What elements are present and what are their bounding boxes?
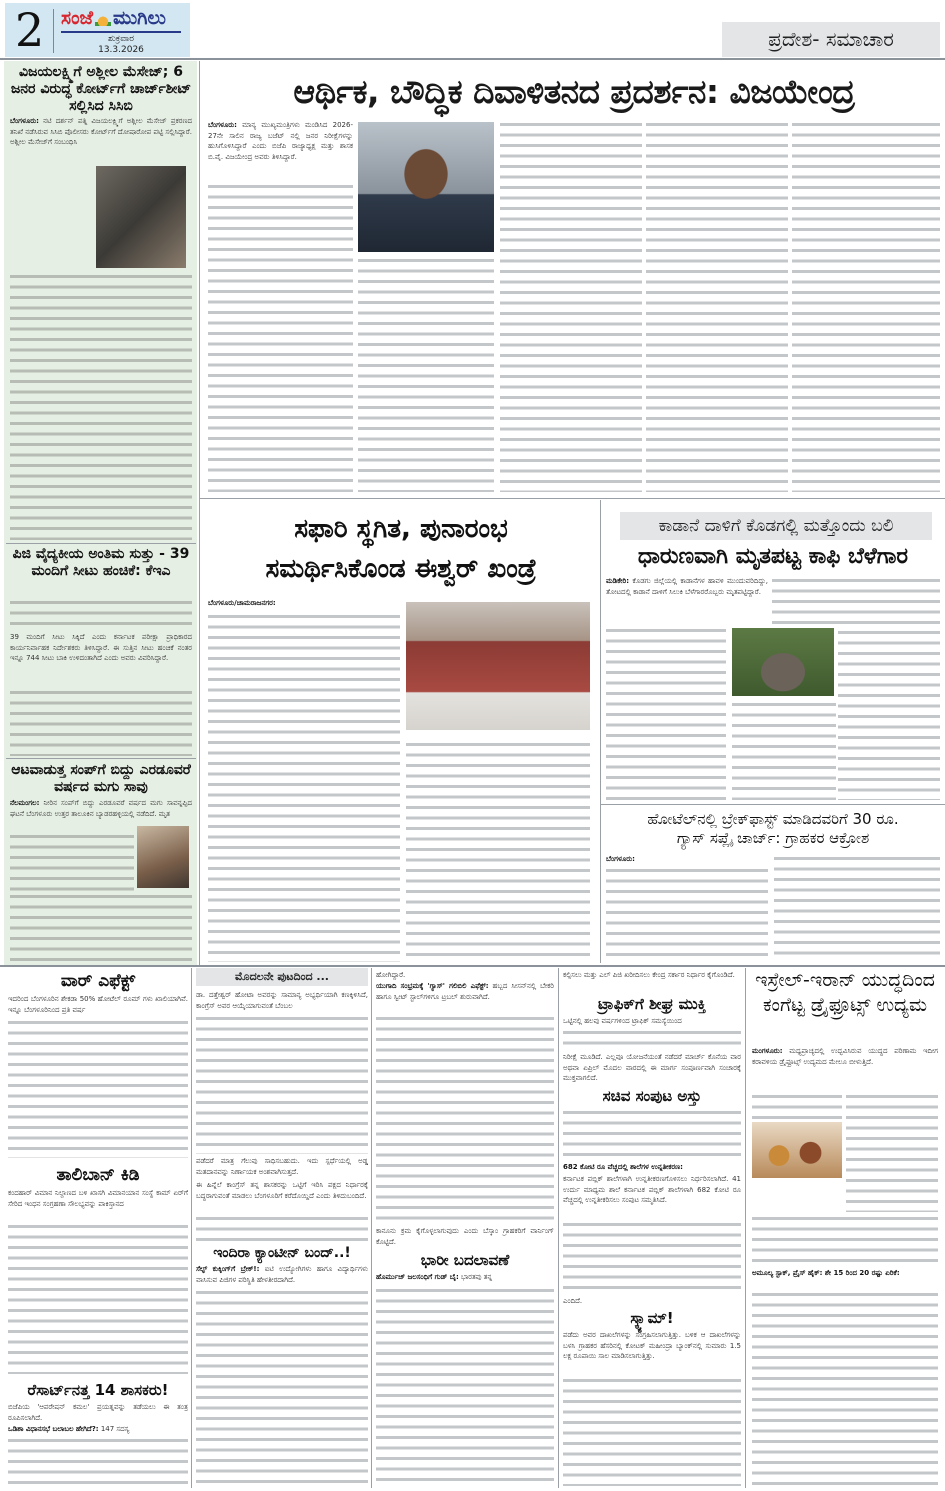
photo-vijayendra xyxy=(358,122,494,252)
scam-headline: ಸ್ಕ್ಯಾಮ್! xyxy=(630,1309,674,1327)
story-text-block xyxy=(10,892,192,962)
taliban-headline: ತಾಲಿಬಾನ್ ಕಿಡಿ xyxy=(56,1165,140,1185)
subhead: ಅಮೂಲ್ಯ ಸ್ಟಾಕ್, ಪ್ರೈಸ್ ಹೈಕ್: ಶೇ 15 ರಿಂದ 20 ರಷ್ಟು ಏರಿಕೆ: xyxy=(752,1269,900,1277)
divider xyxy=(200,498,945,499)
hotel-dateline xyxy=(606,854,768,864)
hotel-headline-line1: ಹೋಟೆಲ್‌ನಲ್ಲಿ ಬ್ರೇಕ್‌ಫಾಸ್ಟ್ ಮಾಡಿದವರಿಗೆ 30 ರೂ. xyxy=(647,810,899,828)
story-headline-child-death: ಆಟವಾಡುತ್ತ ಸಂಪ್‌ಗೆ ಬಿದ್ದು ಎರಡೂವರೆ ವರ್ಷದ ಮಗು ಸಾವು xyxy=(11,762,191,795)
story-text-block xyxy=(358,256,494,492)
dryfruits-subhead xyxy=(752,1268,938,1288)
page-number: 2 xyxy=(15,3,45,57)
issue-day: ಶುಕ್ರವಾರ xyxy=(108,34,134,44)
story-intro: ಮಧ್ಯಪ್ರಾಚ್ಯದಲ್ಲಿ ಉದ್ಭವಿಸಿರುವ ಯುದ್ಧದ ಪರಿಣಾಮ ಇದೀಗ ಕರಾವಳಿಯ ಡ್ರೈಫ್ರೂಟ್ಸ್ ಉದ್ಯಮದ ಮೇಲೂ ಬೀಳುತ್ತಿದೆ. xyxy=(752,1047,938,1066)
resort-headline: ರೆಸಾರ್ಟ್‌ನತ್ತ 14 ಶಾಸಕರು! xyxy=(27,1381,169,1399)
story-intro: ಭಾರತವು ತನ್ನ xyxy=(461,1273,493,1281)
story-text-block xyxy=(10,272,192,540)
photo-elephant xyxy=(732,628,834,696)
column-divider xyxy=(199,61,200,965)
subhead-text: 147 ಸದಸ್ಯ xyxy=(100,1425,130,1433)
divider xyxy=(601,804,945,805)
front-page-para3: ಈ ಹಿನ್ನೆಲೆ ಕಾಂಗ್ರೆಸ್ ತನ್ನ ಶಾಸಕರನ್ನು ಒಟ್ಟಿಗೆ ಇರಿಸಿ ಪಕ್ಷದ ನಿರ್ಧಾರಕ್ಕೆ ಬದ್ಧರಾಗುವಂತೆ ಮಾಡಲು ಬೆಂಗಳೂರಿಗೆ ಕರೆದೊಯ್ದಿದೆ ಎಂದು ತಿಳಿದುಬಂದಿದೆ. xyxy=(196,1181,368,1200)
dateline: ನೆಲಮಂಗಲ: xyxy=(10,799,40,807)
bhari-badalavane-headline: ಭಾರೀ ಬದಲಾವಣೆ xyxy=(420,1251,510,1269)
masthead-divider xyxy=(53,9,54,53)
story-intro: ನೀರಿನ ಸಂಪ್‌ಗೆ ಬಿದ್ದು ಎರಡೂವರೆ ವರ್ಷದ ಮಗು ಸಾವನ್ನಪ್ಪಿದ ಘಟನೆ ಬೆಂಗಳೂರು ಉತ್ತರ ತಾಲೂಕಿನ ಬ್ಯಾಡರಹಳ್ಳಿಯಲ್ಲಿ ನಡೆದಿದೆ. ಮೃತ xyxy=(10,799,192,818)
safari-headline-line1: ಸಫಾರಿ ಸ್ಥಗಿತ, ಪುನಾರಂಭ xyxy=(294,514,508,544)
cabinet-subhead xyxy=(563,1162,741,1172)
story-text-block xyxy=(752,1290,938,1486)
story-text-block xyxy=(376,1286,554,1486)
dateline: ಮಂಗಳೂರು: xyxy=(752,1047,783,1055)
story-intro: 39 ಮಂದಿಗೆ ಸೀಟು ಸಿಕ್ಕಿದೆ ಎಂದು ಕರ್ನಾಟಕ ಪರೀಕ್ಷಾ ಪ್ರಾಧಿಕಾರದ ಕಾರ್ಯನಿರ್ವಾಹಕ ನಿರ್ದೇಶಕರು ತಿಳಿಸಿದ್ದಾರೆ. ಈ ಸುತ್ತಿನ ಸೀಟು ಹಂಚಿಕೆ ನಂತರ ಇನ್ನೂ 744 ಸೀಟು ಬಾಕಿ ಉಳಿದಂತಾಗಿದೆ ಎಂದು ಅವರು ವಿವರಿಸಿದ್ದಾರೆ. xyxy=(10,633,192,662)
lead-story-intro xyxy=(208,120,353,180)
story-text-block xyxy=(10,688,192,756)
story-intro: ಹಬ್ಬದ ಸೀಸನ್‌ನಲ್ಲಿ ಬೇಕರಿ ಹಾಗೂ ಸ್ವೀಟ್ ಸ್ಟಾಲ್‌ಗಳಿಗೂ ಟ್ರಬಲ್ ಶುರುವಾಗಿದೆ. xyxy=(376,982,554,1001)
story-text-block xyxy=(606,866,768,962)
story-intro: ಮಾನ್ಯ ಮುಖ್ಯಮಂತ್ರಿಗಳು ಮಂಡಿಸಿದ 2026-27ನೇ ಸಾಲಿನ ರಾಜ್ಯ ಬಜೆಟ್ ನಲ್ಲಿ ಜನರ ನಿರೀಕ್ಷೆಗಳನ್ನು ಹುಸಿಗೊಳಿಸಿದ್ದಾರೆ ಎಂದು ಬಿಜೆಪಿ ರಾಜ್ಯಾಧ್ಯಕ್ಷ ಮತ್ತು ಶಾಸಕ ಬಿ.ವೈ. ವಿಜಯೇಂದ್ರ ಅವರು ತಿಳಿಸಿದ್ದಾರೆ. xyxy=(208,121,353,161)
story-text-block xyxy=(8,1018,188,1158)
story-text-block xyxy=(606,626,726,800)
lead-headline: ಆರ್ಥಿಕ, ಬೌದ್ಧಿಕ ದಿವಾಳಿತನದ ಪ್ರದರ್ಶನ: ವಿಜಯೇಂದ್ರ xyxy=(293,72,855,111)
traffic-headline: ಟ್ರಾಫಿಕ್‌ಗೆ ಶೀಘ್ರ ಮುಕ್ತಿ xyxy=(598,995,706,1013)
photo-child xyxy=(137,826,189,888)
story-text-block xyxy=(208,182,353,492)
traffic-end: ನಿರೀಕ್ಷೆ ಮೂಡಿದೆ. ಎಲ್ಲವೂ ಯೋಜನೆಯಂತೆ ನಡೆದರೆ ಮಾರ್ಚ್ ಕೊನೆಯ ವಾರ ಅಥವಾ ಏಪ್ರಿಲ್ ಮೊದಲ ವಾರದಲ್ಲಿ ಈ ಮಾರ್ಗ ಸಂಪೂರ್ಣವಾಗಿ ಸಂಚಾರಕ್ಕೆ ಮುಕ್ತವಾಗಲಿದೆ. xyxy=(563,1053,741,1082)
story-text-block xyxy=(752,1214,938,1266)
resort-intro: ಬಿಜೆಪಿಯ 'ಆಪರೇಷನ್ ಕಮಲ' ಪ್ರಯತ್ನವನ್ನು ತಡೆಯಲು ಈ ತಂತ್ರ ರೂಪಿಸಲಾಗಿದೆ. xyxy=(8,1403,188,1422)
gas-top-line: ಹೋಗಿದ್ದಾರೆ. xyxy=(376,971,406,979)
dateline: ಬೆಂಗಳೂರು: xyxy=(208,121,237,129)
story-intro: ನಟಿ ದರ್ಶನ್ ಪತ್ನಿ ವಿಜಯಲಕ್ಷ್ಮಿಗೆ ಅಶ್ಲೀಲ ಮೆಸೇಜ್ ಪ್ರಕರಣದ ತನಿಖೆ ನಡೆಸಿರುವ ಸಿಸಿಬಿ ಪೊಲೀಸರು ಕೋರ್ಟ್‌ಗೆ ದೋಷಾರೋಪ ಪಟ್ಟಿ ಸಲ್ಲಿಸಿದ್ದಾರೆ. ಅಶ್ಲೀಲ ಮೆಸೇಜ್‌ಗೆ ಸಂಬಂಧಿಸಿ xyxy=(10,117,192,146)
story-headline-pg-medical: ಪಿಜಿ ವೈದ್ಯಕೀಯ ಅಂತಿಮ ಸುತ್ತು - 39 ಮಂದಿಗೆ ಸೀಟು ಹಂಚಿಕೆ: ಕೆಇಎ xyxy=(12,546,190,579)
subhead: ಹೊರ್ಮುಜ್ ಜಲಸಂಧಿಗೆ ಗುಡ್ ಬೈ: xyxy=(376,1273,459,1281)
story-body-vijayalakshmi xyxy=(10,116,192,168)
story-intro: ಐಟಿ ಉದ್ಯೋಗಿಗಳು ಹಾಗೂ ವಿದ್ಯಾರ್ಥಿಗಳು ವಾಸಿಸುವ ಪಿಜಿಗಳ ಪರಿಸ್ಥಿತಿ ಹೇಳತೀರದಾಗಿದೆ. xyxy=(196,1265,368,1284)
story-text-block xyxy=(838,628,940,800)
story-intro: ಕಂದಹಾರ್ ವಿಮಾನ ನಿಲ್ದಾಣದ ಬಳಿ ಖಾಸಗಿ ವಿಮಾನಯಾನ ಸಂಸ್ಥೆ ಕಾಮ್ ಏರ್‌ಗೆ ಸೇರಿದ ಇಂಧನ ಸಂಗ್ರಹಣಾ ಸೌಲಭ್ಯವನ್ನು ಪಾಕಿಸ್ತಾನದ xyxy=(8,1189,188,1208)
story-headline-vijayalakshmi: ವಿಜಯಲಕ್ಷ್ಮಿಗೆ ಅಶ್ಲೀಲ ಮೆಸೇಜ್; 6 ಜನರ ವಿರುದ್ಧ ಕೋರ್ಟ್‌ಗೆ ಚಾರ್ಜ್‌ಶೀಟ್ ಸಲ್ಲಿಸಿದ ಸಿಸಿಬಿ xyxy=(10,64,192,114)
sun-palm-icon xyxy=(95,12,111,26)
subhead: 682 ಕೋಟಿ ರೂ ವೆಚ್ಚದಲ್ಲಿ ಶಾಲೆಗಳ ಉನ್ನತೀಕರಣ: xyxy=(563,1163,683,1171)
traffic-top-line: ಕಲ್ಪಿಸಲು ಮತ್ತು ಎಲ್ ಪಿಜಿ ಖರೀದಿಸಲು ಕೇಂದ್ರ ಸರ್ಕಾರ ನಿರ್ಧಾರ ಕೈಗೊಂಡಿದೆ. xyxy=(563,971,735,979)
cabinet-headline: ಸಚಿವ ಸಂಪುಟ ಅಸ್ತು xyxy=(602,1087,702,1105)
photo-dryfruits xyxy=(752,1122,842,1178)
front-page-intro: ಡಾ. ದತ್ತೇಶ್ವರ್ ಹೋಟಾ ಅವರನ್ನು ಸಾಮಾನ್ಯ ಅಭ್ಯರ್ಥಿಯಾಗಿ ಕಣಕ್ಕಿಳಿಸಿದೆ, ಕಾಂಗ್ರೆಸ್ ಅವರ ಆಯ್ಕೆಯಾಗುವಂತೆ ಬೆಂಬಲ xyxy=(196,991,368,1010)
scam-intro: ಪಡೆದು ಅವರ ದಾಖಲೆಗಳನ್ನು ಸಂಗ್ರಹಿಸಲಾಗುತ್ತಿತ್ತು. ಬಳಿಕ ಆ ದಾಖಲೆಗಳನ್ನು ಬಳಸಿ ಗ್ರಾಹಕರ ಹೆಸರಿನಲ್ಲಿ ಕೋಟಕ್ ಮಹೀಂದ್ರಾ ಬ್ಯಾಂಕ್‌ನಲ್ಲಿ ಸುಮಾರು 1.5 ಲಕ್ಷ ರೂಪಾಯಿ ಸಾಲ ಮಾಡಿಸಲಾಗುತ್ತಿತ್ತು. xyxy=(563,1331,741,1360)
subhead: ಯುಗಾದಿ ಸಂಭ್ರಮಕ್ಕೆ 'ಗ್ಯಾಸ್' ಗಲಿಬಿಲಿ ಎಫೆಕ್ಟ್: xyxy=(376,982,489,990)
subhead: ಒಡಿಶಾ ವಿಧಾನಸಭೆ ಬಲಾಬಲ ಹೇಗಿದೆ?: xyxy=(8,1425,99,1433)
story-body-pg-medical xyxy=(10,632,192,686)
column-divider xyxy=(745,968,746,1488)
story-text-block xyxy=(500,120,642,492)
story-text-block xyxy=(10,832,134,892)
paper-name-part2: ಮುಗಿಲು xyxy=(113,7,166,29)
hotel-headline-line2: ಗ್ಯಾಸ್ ಸಪ್ಲೈ ಚಾರ್ಜ್: ಗ್ರಾಹಕರ ಆಕ್ರೋಶ xyxy=(676,829,870,847)
story-text-block xyxy=(196,1014,368,1154)
masthead xyxy=(5,3,190,57)
story-text-block xyxy=(772,576,940,624)
indira-canteen-headline: ಇಂದಿರಾ ಕ್ಯಾಂಟೀನ್ ಬಂದ್..! xyxy=(213,1245,351,1261)
war-effect-headline: ವಾರ್ ಎಫೆಕ್ಟ್ xyxy=(60,971,136,991)
elephant-headline: ಧಾರುಣವಾಗಿ ಮೃತಪಟ್ಟ ಕಾಫಿ ಬೆಳೆಗಾರ xyxy=(637,544,909,569)
indira-canteen-intro xyxy=(196,1264,368,1286)
divider xyxy=(6,758,196,759)
column-divider xyxy=(191,968,192,1488)
story-text-block xyxy=(8,1222,188,1374)
story-text-block xyxy=(646,120,788,492)
front-page-para2: ಪಡೆದರೆ ಮಾತ್ರ ಗೆಲುವು ಸಾಧಿಸಬಹುದು. ಇದು ಸ್ಪರ್ಧೆಯಲ್ಲಿ ಅಡ್ಡ ಮತದಾನವನ್ನು ನಿರ್ಣಾಯಕ ಅಂಶವಾಗಿಸುತ್ತದೆ. xyxy=(196,1157,368,1176)
story-text-block xyxy=(563,1108,741,1160)
subhead: ಸೆಲ್ಫ್ ಕುಕ್ಕಿಂಗ್‌ಗೆ ಬ್ರೇಕ್!: xyxy=(196,1265,260,1273)
traffic-intro: ಒಟ್ಟಿನಲ್ಲಿ ಹಲವು ವರ್ಷಗಳಿಂದ ಟ್ರಾಫಿಕ್ ಸಮಸ್ಯೆಯಿಂದ xyxy=(563,1017,682,1025)
dateline: ಮಡಿಕೇರಿ: xyxy=(606,577,630,585)
story-text-block xyxy=(774,854,940,962)
bhari-badalavane-intro xyxy=(376,1272,554,1284)
story-text-block xyxy=(8,1436,188,1488)
dryfruits-headline: ಇಸ್ರೇಲ್-ಇರಾನ್ ಯುದ್ಧದಿಂದ ಕಂಗೆಟ್ಟ ಡ್ರೈಫ್ರೂಟ್ಸ್ ಉದ್ಯಮ xyxy=(755,969,935,1016)
taliban-intro xyxy=(8,1188,188,1220)
dateline: ಬೆಂಗಳೂರು: xyxy=(606,855,635,863)
photo-couple xyxy=(96,166,186,268)
dateline: ಬೆಂಗಳೂರು/ಚಾಮರಾಜನಗರ: xyxy=(208,599,276,607)
safari-dateline xyxy=(208,598,400,610)
section-rule xyxy=(0,965,945,967)
section-label: ಪ್ರದೇಶ- ಸಮಾಚಾರ xyxy=(722,22,940,57)
story-text-block xyxy=(792,120,940,492)
story-text-block xyxy=(563,1376,741,1486)
story-text-block xyxy=(376,1014,554,1224)
column-divider xyxy=(558,968,559,1488)
story-text-block xyxy=(752,1092,842,1120)
elephant-intro xyxy=(606,576,768,624)
story-text-block xyxy=(846,1092,938,1212)
war-effect-intro xyxy=(8,994,188,1016)
story-text-block xyxy=(563,1028,741,1050)
gas-warning: ಕಾನೂನು ಕ್ರಮ ಕೈಗೊಳ್ಳಲಾಗುವುದು ಎಂದು ಬೆಸ್ಕಾಂ ಗ್ರಾಹಕರಿಗೆ ವಾರ್ನಿಂಗ್ ಕೊಟ್ಟಿದೆ. xyxy=(376,1227,554,1246)
cabinet-intro: ಕರ್ನಾಟಕ ಪಬ್ಲಿಕ್ ಶಾಲೆಗಳಾಗಿ ಉನ್ನತೀಕರಣಗೊಳಿಸಲು ನಿರ್ಧರಿಸಲಾಗಿದೆ. 41 ಉರ್ದು ಮಾಧ್ಯಮ ಶಾಲೆ ಕರ್ನಾಟಕ ಪಬ್ಲಿಕ್ ಶಾಲೆಗಳಾಗಿ 682 ಕೋಟಿ ರೂ ವೆಚ್ಚದಲ್ಲಿ ಉನ್ನತೀಕರಿಸಲು ಸಂಪುಟ ಸಮ್ಮತಿಸಿದೆ. xyxy=(563,1175,741,1204)
story-text-block xyxy=(406,740,590,962)
dateline: ಬೆಂಗಳೂರು: xyxy=(10,117,39,125)
story-text-block xyxy=(732,700,836,800)
story-text-block xyxy=(10,598,192,630)
story-text-block xyxy=(563,1220,741,1294)
story-intro: ಕೊಡಗು ಜಿಲ್ಲೆಯಲ್ಲಿ ಕಾಡಾನೆಗಳ ಹಾವಳಿ ಮುಂದುವರಿದಿದ್ದು, ತೋಟದಲ್ಲಿ ಕಾಡಾನೆ ದಾಳಿಗೆ ಸಿಲುಕಿ ಬೆಳೆಗಾರರೊಬ್ಬರು ಮೃತಪಟ್ಟಿದ್ದಾರೆ. xyxy=(606,577,768,596)
photo-assembly xyxy=(406,602,590,730)
column-divider xyxy=(600,500,601,963)
paper-logo xyxy=(61,7,166,29)
issue-date: 13.3.2026 xyxy=(98,45,144,55)
front-page-continuation-banner: ಮೊದಲನೇ ಪುಟದಿಂದ ... xyxy=(196,968,368,986)
dryfruits-intro xyxy=(752,1046,938,1090)
resort-subhead xyxy=(8,1424,188,1436)
gas-intro xyxy=(376,981,554,1013)
story-text-block xyxy=(196,1214,368,1242)
story-intro: ಇದರಿಂದ ಬೆಂಗಳೂರಿನ ಶೇಕಡಾ 50% ಹೋಟೆಲ್ ರೂಮ್ ಗಳು ಖಾಲಿಯಾಗಿವೆ. ಇನ್ನೂ ಬೆಂಗಳೂರಿನಿಂದ ಪ್ರತಿ ವರ್ಷ xyxy=(8,995,188,1014)
divider xyxy=(6,543,196,544)
top-rule xyxy=(0,58,945,60)
scam-lead-in: ಎಂದಿದೆ. xyxy=(563,1297,583,1305)
column-divider xyxy=(371,968,372,1488)
story-text-block xyxy=(196,1288,368,1486)
story-text-block xyxy=(208,612,400,962)
elephant-kicker: ಕಾಡಾನೆ ದಾಳಿಗೆ ಕೊಡಗಲ್ಲಿ ಮತ್ತೊಂದು ಬಲಿ xyxy=(620,512,932,540)
paper-name-part1: ಸಂಜೆ xyxy=(61,7,94,29)
safari-headline-line2: ಸಮರ್ಥಿಸಿಕೊಂಡ ಈಶ್ವರ್ ಖಂಡ್ರೆ xyxy=(265,554,537,584)
masthead-underline xyxy=(61,31,181,33)
